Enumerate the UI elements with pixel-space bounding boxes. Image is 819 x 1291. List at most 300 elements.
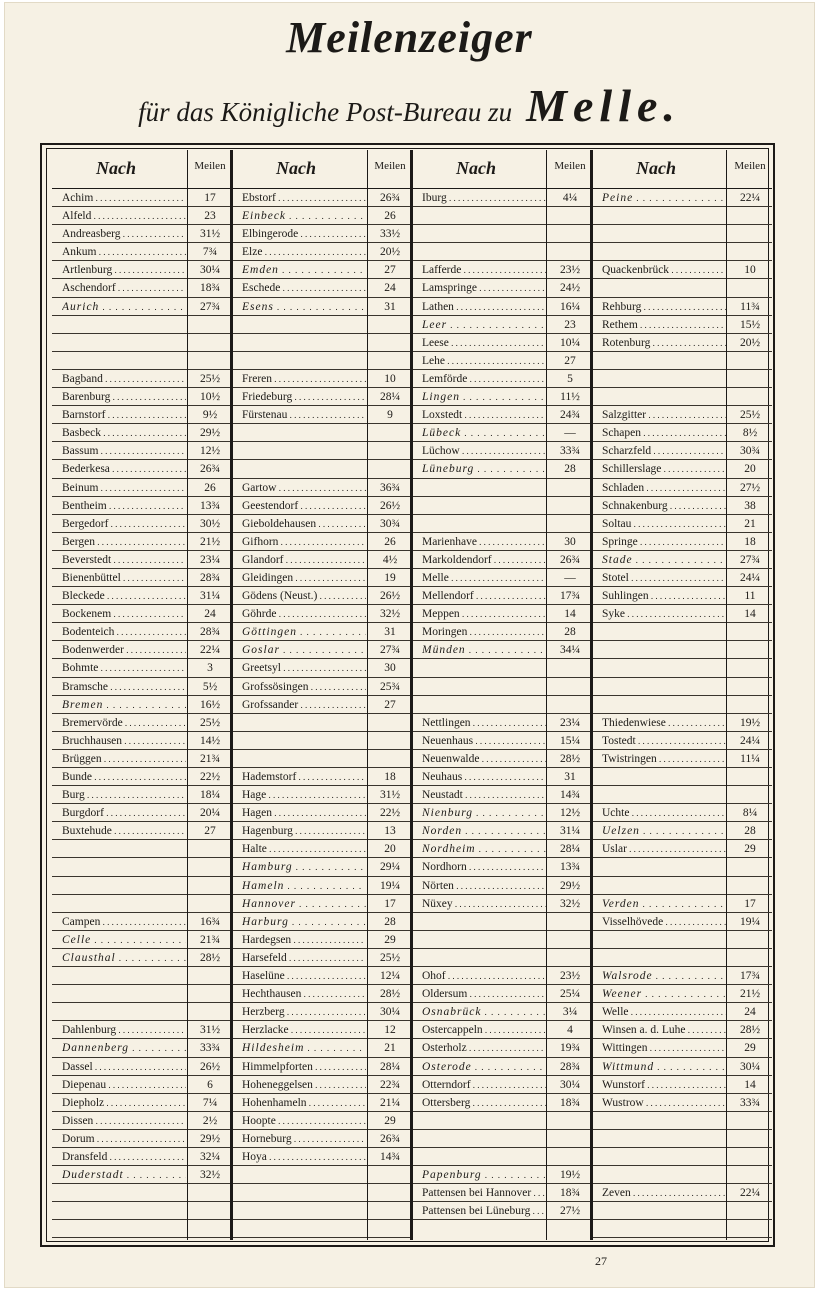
table-row [232,334,412,352]
table-row [412,678,592,696]
table-row [232,1148,412,1166]
destination-name: Emden . . . [242,263,366,277]
destination-name: Diepenau . . . [62,1078,186,1092]
distance-miles: 16¼ [559,300,581,313]
distance-miles: 27½ [739,481,761,494]
destination-name: Meppen . . . [422,607,546,621]
table-row [412,985,592,1003]
destination-name: Salzgitter . . . [602,408,726,422]
destination-name: Grofssander . . . [242,698,366,712]
table-row [232,1039,412,1057]
table-row [592,623,772,641]
distance-miles: 18¾ [559,1187,581,1200]
table-row [52,877,232,895]
destination-name: Oldersum . . . [422,987,546,1001]
distance-miles: 26½ [199,1060,221,1073]
destination-name: Hagenburg . . . [242,824,366,838]
distance-miles: 13 [384,825,396,838]
table-row [412,261,592,279]
distance-miles: 29¼ [379,861,401,874]
destination-name: Suhlingen . . . [602,589,726,603]
distance-miles: 11¾ [740,300,760,313]
distance-miles: 26¾ [379,1132,401,1145]
destination-name: Celle . . . [62,933,186,947]
destination-name: Stotel . . . [602,571,726,585]
distance-miles: 10¼ [559,336,581,349]
destination-name: Fürstenau . . . [242,408,366,422]
destination-name: Dorum . . . [62,1132,186,1146]
table-row [412,1148,592,1166]
distance-miles: 12½ [559,807,581,820]
table-column-3 [412,150,592,1220]
destination-name: Bagband . . . [62,372,186,386]
table-row [592,1021,772,1039]
distance-miles: 28 [564,463,576,476]
destination-name: Friedeburg . . . [242,390,366,404]
table-row [592,261,772,279]
table-row [232,732,412,750]
destination-name: Ankum . . . [62,245,186,259]
table-row [412,949,592,967]
distance-miles: 22¼ [739,1187,761,1200]
distance-miles: 23½ [559,264,581,277]
destination-name: Grofssösingen . . . [242,680,366,694]
table-row [592,931,772,949]
destination-name: Duderstadt . . . [62,1168,186,1182]
table-row [52,931,232,949]
destination-name: Neustadt . . . [422,788,546,802]
table-row [412,334,592,352]
destination-name: Winsen a. d. Luhe . . . [602,1023,726,1037]
table-row [52,225,232,243]
destination-name: Barnstorf . . . [62,408,186,422]
destination-name: Aschendorf . . . [62,281,186,295]
distance-miles: 28 [744,825,756,838]
destination-name: Freren . . . [242,372,366,386]
distance-miles: 26¾ [199,463,221,476]
table-row [232,406,412,424]
table-row [412,877,592,895]
distance-miles: 30¾ [379,517,401,530]
destination-name: Welle . . . [602,1005,726,1019]
table-row [412,316,592,334]
destination-name: Hoheneggelsen . . . [242,1078,366,1092]
table-row [232,225,412,243]
distance-miles: 20½ [739,336,761,349]
destination-name: Otterndorf . . . [422,1078,546,1092]
destination-name: Bassum . . . [62,444,186,458]
table-row [412,659,592,677]
table-row [412,424,592,442]
table-row [412,243,592,261]
table-row [52,623,232,641]
table-row [232,497,412,515]
table-row [52,895,232,913]
table-row [412,460,592,478]
column-header [412,150,592,189]
table-row [232,460,412,478]
destination-name: Soltau . . . [602,517,726,531]
table-row [52,714,232,732]
distance-miles: 17 [384,897,396,910]
table-row [592,732,772,750]
destination-name: Hannover . . . [242,897,366,911]
distance-miles: 10 [744,264,756,277]
destination-name: Esens . . . [242,300,366,314]
distance-miles: 27 [204,825,216,838]
distance-miles: 29 [744,843,756,856]
distance-miles: 25¼ [559,988,581,1001]
table-row [52,551,232,569]
table-row [412,822,592,840]
distance-miles: 24 [384,282,396,295]
distance-miles: 12½ [199,445,221,458]
table-row [232,822,412,840]
destination-name: Neuhaus . . . [422,770,546,784]
table-row [52,460,232,478]
table-row [52,641,232,659]
table-row [592,1220,772,1238]
table-row [232,1166,412,1184]
table-column-1 [52,150,232,1238]
distance-miles: 24 [744,1006,756,1019]
table-row [52,316,232,334]
table-row [52,822,232,840]
destination-name: Thiedenwiese . . . [602,716,726,730]
distance-miles: 36¾ [379,481,401,494]
page-number: 27 [595,1254,607,1268]
page-subtitle [0,78,819,145]
table-row [232,1130,412,1148]
table-row [592,279,772,297]
destination-name: Beinum . . . [62,481,186,495]
distance-miles: 26½ [379,590,401,603]
table-row [412,931,592,949]
distance-miles: 19½ [559,1169,581,1182]
distance-miles: 15½ [739,318,761,331]
distance-miles: 10½ [199,391,221,404]
destination-name: Bienenbüttel . . . [62,571,186,585]
table-row [592,641,772,659]
distance-miles: 33¾ [739,1096,761,1109]
table-row [412,279,592,297]
distance-miles: 22¼ [739,192,761,204]
table-row [592,895,772,913]
table-row [592,1112,772,1130]
table-row [592,659,772,677]
distance-miles: 20 [744,463,756,476]
table-row [232,533,412,551]
table-row [232,243,412,261]
table-row [412,750,592,768]
destination-name: Bergedorf . . . [62,517,186,531]
table-row [232,207,412,225]
destination-name: Artlenburg . . . [62,263,186,277]
destination-name: Lüchow . . . [422,444,546,458]
distance-miles: 5 [567,372,573,385]
distance-miles: 3¼ [562,1006,578,1019]
destination-name: Barenburg . . . [62,390,186,404]
table-row [52,189,232,207]
table-row [232,895,412,913]
distance-miles: 17¾ [739,970,761,983]
distance-miles: 30¼ [739,1060,761,1073]
table-row [52,967,232,985]
destination-name: Goslar . . . [242,643,366,657]
distance-miles: 26 [384,210,396,223]
table-row [592,569,772,587]
distance-miles: 5½ [202,680,218,693]
distance-miles: 32½ [559,897,581,910]
distance-miles: 27¾ [739,553,761,566]
table-row [412,225,592,243]
table-row [412,298,592,316]
distance-miles: 18 [384,771,396,783]
table-row [232,479,412,497]
destination-name: Burg . . . [62,788,186,802]
distance-miles: 31½ [199,1024,221,1037]
table-row [232,298,412,316]
destination-name: Lamspringe . . . [422,281,546,295]
table-row [232,786,412,804]
distance-miles: 16¾ [199,915,221,928]
table-row [592,352,772,370]
table-row [232,388,412,406]
table-row [52,659,232,677]
table-row [592,840,772,858]
distance-miles: 25¾ [379,680,401,693]
table-row [232,352,412,370]
destination-name: Lübeck . . . [422,426,546,440]
destination-name: Bockenem . . . [62,607,186,621]
distance-miles: 14 [744,608,756,621]
table-row [412,515,592,533]
table-row [592,497,772,515]
distance-miles: 30¼ [199,264,221,277]
table-row [412,804,592,822]
destination-name: Stade . . . [602,553,726,567]
table-row [412,1003,592,1021]
destination-name: Dissen . . . [62,1114,186,1128]
subtitle-place: Melle. [526,80,681,131]
table-row [232,1003,412,1021]
destination-name: Scharzfeld . . . [602,444,726,458]
table-row [592,1076,772,1094]
column-rule [187,150,188,1240]
table-row [592,1202,772,1220]
destination-name: Bremervörde . . . [62,716,186,730]
table-row [52,334,232,352]
table-row [52,1220,232,1238]
distance-miles: 17¾ [559,590,581,603]
distance-miles: 18 [744,535,756,548]
table-row [52,678,232,696]
destination-name: Quackenbrück . . . [602,263,726,277]
distance-miles: 33¾ [559,445,581,458]
destination-name: Nüxey . . . [422,897,546,911]
table-row [52,858,232,876]
destination-name: Gifhorn . . . [242,535,366,549]
distance-miles: 20¼ [199,807,221,820]
table-row [52,840,232,858]
table-row [412,406,592,424]
table-row [232,877,412,895]
destination-name: Loxstedt . . . [422,408,546,422]
destination-name: Herzlacke . . . [242,1023,366,1037]
table-row [592,225,772,243]
table-row [592,479,772,497]
table-row [412,913,592,931]
table-row [52,1202,232,1220]
header-meilen: Meilen [734,160,766,172]
table-row [412,786,592,804]
table-row [52,913,232,931]
distance-miles: 11½ [560,391,580,404]
distance-miles: 16½ [199,698,221,711]
destination-name: Ottersberg . . . [422,1096,546,1110]
table-row [232,967,412,985]
table-row [592,424,772,442]
destination-name: Bodenwerder . . . [62,643,186,657]
table-row [52,786,232,804]
table-row [592,1130,772,1148]
destination-name: Eschede . . . [242,281,366,295]
distance-miles: 29 [744,1042,756,1055]
distance-miles: 28½ [559,752,581,765]
distance-miles: 24 [204,608,216,621]
table-row [412,370,592,388]
distance-miles: 28½ [739,1024,761,1037]
table-row [232,858,412,876]
table-row [412,189,592,207]
destination-name: Nienburg . . . [422,806,546,820]
table-row [592,1184,772,1202]
destination-name: Glandorf . . . [242,553,366,567]
table-row [52,1076,232,1094]
table-row [232,678,412,696]
table-row [232,949,412,967]
distance-miles: 26¾ [379,192,401,204]
table-row [232,370,412,388]
table-row [412,1094,592,1112]
table-row [232,804,412,822]
destination-name: Pattensen bei Lüneburg . . . [422,1204,546,1218]
table-row [592,316,772,334]
distance-miles: 29½ [559,879,581,892]
destination-name: Peine . . . [602,191,726,205]
table-row [52,750,232,768]
distance-miles: 6 [207,1078,213,1091]
destination-name: Aurich . . . [62,300,186,314]
table-row [52,1058,232,1076]
destination-name: Nordhorn . . . [422,860,546,874]
table-row [412,1058,592,1076]
destination-name: Gödens (Neust.) . . . [242,589,366,603]
destination-name: Mellendorf . . . [422,589,546,603]
destination-name: Hoopte . . . [242,1114,366,1128]
destination-name: Leer . . . [422,318,546,332]
distance-miles: 31 [384,626,396,639]
destination-name: Greetsyl . . . [242,661,366,675]
table-row [412,1130,592,1148]
distance-miles: 23½ [559,970,581,983]
table-row [232,261,412,279]
destination-name: Ostercappeln . . . [422,1023,546,1037]
destination-name: Lafferde . . . [422,263,546,277]
table-row [592,696,772,714]
table-row [412,605,592,623]
table-row [592,388,772,406]
distance-miles: 30 [564,535,576,548]
column-header [592,150,772,189]
distance-miles: 21 [384,1042,396,1055]
table-row [232,714,412,732]
destination-name: Gleidingen . . . [242,571,366,585]
table-row [592,949,772,967]
table-row [52,1166,232,1184]
table-row [412,1039,592,1057]
header-meilen: Meilen [194,160,226,172]
distance-miles: 26 [384,535,396,548]
table-row [52,1094,232,1112]
destination-name: Lemförde . . . [422,372,546,386]
destination-name: Burgdorf . . . [62,806,186,820]
destination-name: Uchte . . . [602,806,726,820]
table-row [232,1202,412,1220]
destination-name: Visselhövede . . . [602,915,726,929]
column-rule [230,150,233,1240]
table-row [592,515,772,533]
destination-name: Iburg . . . [422,191,546,205]
destination-name: Hademstorf . . . [242,770,366,784]
distance-miles: 28 [564,626,576,639]
distance-miles: 23 [564,318,576,331]
distance-miles: 28¾ [199,626,221,639]
distance-miles: 9 [387,409,393,422]
destination-name: Dassel . . . [62,1060,186,1074]
destination-name: Neuenwalde . . . [422,752,546,766]
table-row [592,1094,772,1112]
destination-name: Zeven . . . [602,1186,726,1200]
table-row [592,1003,772,1021]
distance-miles: 29½ [199,427,221,440]
distance-miles: 28¼ [379,1060,401,1073]
destination-name: Schillerslage . . . [602,462,726,476]
destination-name: Wittmund . . . [602,1060,726,1074]
table-row [52,1021,232,1039]
table-row [232,641,412,659]
distance-miles: 22½ [379,807,401,820]
distance-miles: 22½ [199,771,221,783]
table-row [592,750,772,768]
destination-name: Lathen . . . [422,300,546,314]
table-row [412,732,592,750]
destination-name: Schladen . . . [602,481,726,495]
table-row [232,1058,412,1076]
destination-name: Ohof . . . [422,969,546,983]
table-row [52,985,232,1003]
destination-name: Campen . . . [62,915,186,929]
table-row [592,786,772,804]
table-row [232,515,412,533]
table-row [52,732,232,750]
distance-miles: 25½ [199,372,221,385]
destination-name: Lingen . . . [422,390,546,404]
table-row [232,569,412,587]
table-row [412,1166,592,1184]
destination-name: Weener . . . [602,987,726,1001]
table-row [232,279,412,297]
